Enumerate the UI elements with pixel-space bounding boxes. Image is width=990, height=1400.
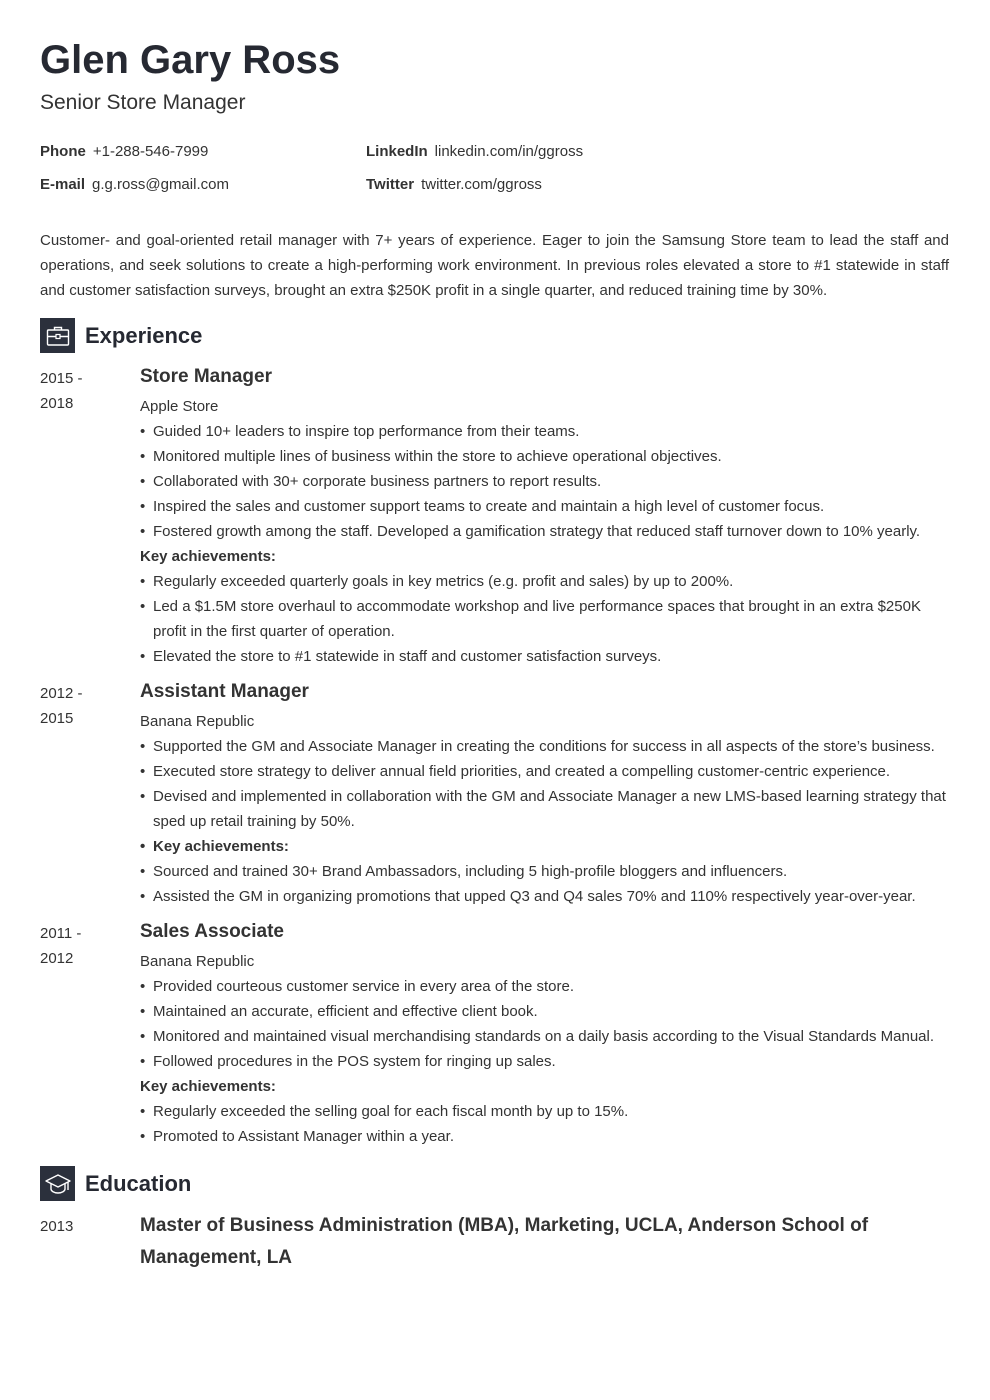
email-value[interactable]: g.g.ross@gmail.com — [92, 176, 229, 193]
job-achievement: • Assisted the GM in organizing promotions that upped Q3 and Q4 sales 70% and 110% respectively year-over-year. — [140, 884, 950, 909]
key-achievements-label: Key achievements: — [140, 1078, 276, 1095]
job-duty: • Executed store strategy to deliver annual field priorities, and created a compelling customer-centric experience. — [140, 759, 950, 784]
job-achievement: • Sourced and trained 30+ Brand Ambassadors, including 5 high-profile bloggers and influencers. — [140, 859, 950, 884]
job-details — [140, 681, 950, 909]
job-title: Sales Associate — [140, 921, 284, 942]
job-achievement: • Elevated the store to #1 statewide in staff and customer satisfaction surveys. — [140, 644, 950, 669]
job-duty: • Collaborated with 30+ corporate business partners to report results. — [140, 469, 950, 494]
job-duty: • Followed procedures in the POS system for ringing up sales. — [140, 1049, 950, 1074]
job-details — [140, 921, 950, 1149]
job-duty: • Fostered growth among the staff. Developed a gamification strategy that reduced staff turnover down to 10% yearly. — [140, 519, 950, 544]
summary: Customer- and goal-oriented retail manager with 7+ years of experience. Eager to join the Samsung Store team to lead the staff and operations, and seek solutions to create a high-performing work environment. In previous roles elevated a store to #1 statewide in staff and customer satisfaction surveys, brought an extra $250K profit in a single quarter, and reduced training time by 30%. — [40, 232, 949, 299]
job-company: Banana Republic — [140, 953, 255, 970]
job-dates — [40, 366, 110, 416]
education-degree: Master of Business Administration (MBA), Marketing, UCLA, Anderson School of Management, LA — [140, 1215, 869, 1268]
job-duty: • Maintained an accurate, efficient and effective client book. — [140, 999, 950, 1024]
job-duty: • Monitored and maintained visual merchandising standards on a daily basis according to the Visual Standards Manual. — [140, 1024, 950, 1049]
candidate-title: Senior Store Manager — [40, 91, 246, 114]
job-company: Banana Republic — [140, 713, 255, 730]
job-achievement: • Regularly exceeded the selling goal for each fiscal month by up to 15%. — [140, 1099, 950, 1124]
job-duty: • Devised and implemented in collaboration with the GM and Associate Manager a new LMS-based learning strategy that sped up retail training by 50%. — [140, 784, 950, 834]
job-dates — [40, 681, 110, 731]
key-achievements-label: • Key achievements: — [140, 834, 950, 859]
job-date-start: 2012 - — [40, 685, 83, 702]
phone-value: +1-288-546-7999 — [92, 143, 209, 160]
job-duty: • Supported the GM and Associate Manager in creating the conditions for success in all aspects of the store’s business. — [140, 734, 950, 759]
twitter-label: Twitter — [366, 176, 415, 193]
contact-email — [40, 176, 229, 193]
job-duty: • Inspired the sales and customer support teams to create and maintain a high level of customer focus. — [140, 494, 950, 519]
briefcase-icon — [40, 318, 75, 353]
job-achievement: • Promoted to Assistant Manager within a year. — [140, 1124, 950, 1149]
education-title: Education — [85, 1170, 192, 1196]
experience-heading — [40, 318, 202, 353]
job-dates — [40, 921, 110, 971]
job-duty: • Monitored multiple lines of business within the store to achieve operational objectives. — [140, 444, 950, 469]
experience-title: Experience — [85, 322, 203, 348]
key-achievements-label: Key achievements: — [140, 548, 276, 565]
job-date-end: 2018 — [40, 395, 74, 412]
email-label: E-mail — [40, 176, 86, 193]
graduation-cap-icon — [40, 1166, 75, 1201]
job-title: Store Manager — [140, 366, 272, 387]
contact-phone — [40, 143, 208, 160]
phone-label: Phone — [40, 143, 86, 160]
job-date-end: 2015 — [40, 710, 74, 727]
job-details — [140, 366, 950, 669]
candidate-name: Glen Gary Ross — [40, 38, 341, 82]
job-achievement: • Regularly exceeded quarterly goals in key metrics (e.g. profit and sales) by up to 200%. — [140, 569, 950, 594]
job-duty: • Provided courteous customer service in every area of the store. — [140, 974, 950, 999]
job-title: Assistant Manager — [140, 681, 309, 702]
contact-twitter — [366, 176, 542, 193]
job-achievement: • Led a $1.5M store overhaul to accommodate workshop and live performance spaces that brought in an extra $250K profit in the first quarter of operation. — [140, 594, 950, 644]
linkedin-value[interactable]: linkedin.com/in/ggross — [434, 143, 584, 160]
job-date-start: 2011 - — [40, 925, 82, 942]
job-duty: • Guided 10+ leaders to inspire top performance from their teams. — [140, 419, 950, 444]
job-date-end: 2012 — [40, 950, 74, 967]
job-date-start: 2015 - — [40, 370, 83, 387]
linkedin-label: LinkedIn — [366, 143, 428, 160]
twitter-value[interactable]: twitter.com/ggross — [421, 176, 542, 193]
education-date: 2013 — [40, 1218, 74, 1235]
education-heading — [40, 1166, 191, 1201]
contact-linkedin — [366, 143, 583, 160]
job-company: Apple Store — [140, 398, 219, 415]
